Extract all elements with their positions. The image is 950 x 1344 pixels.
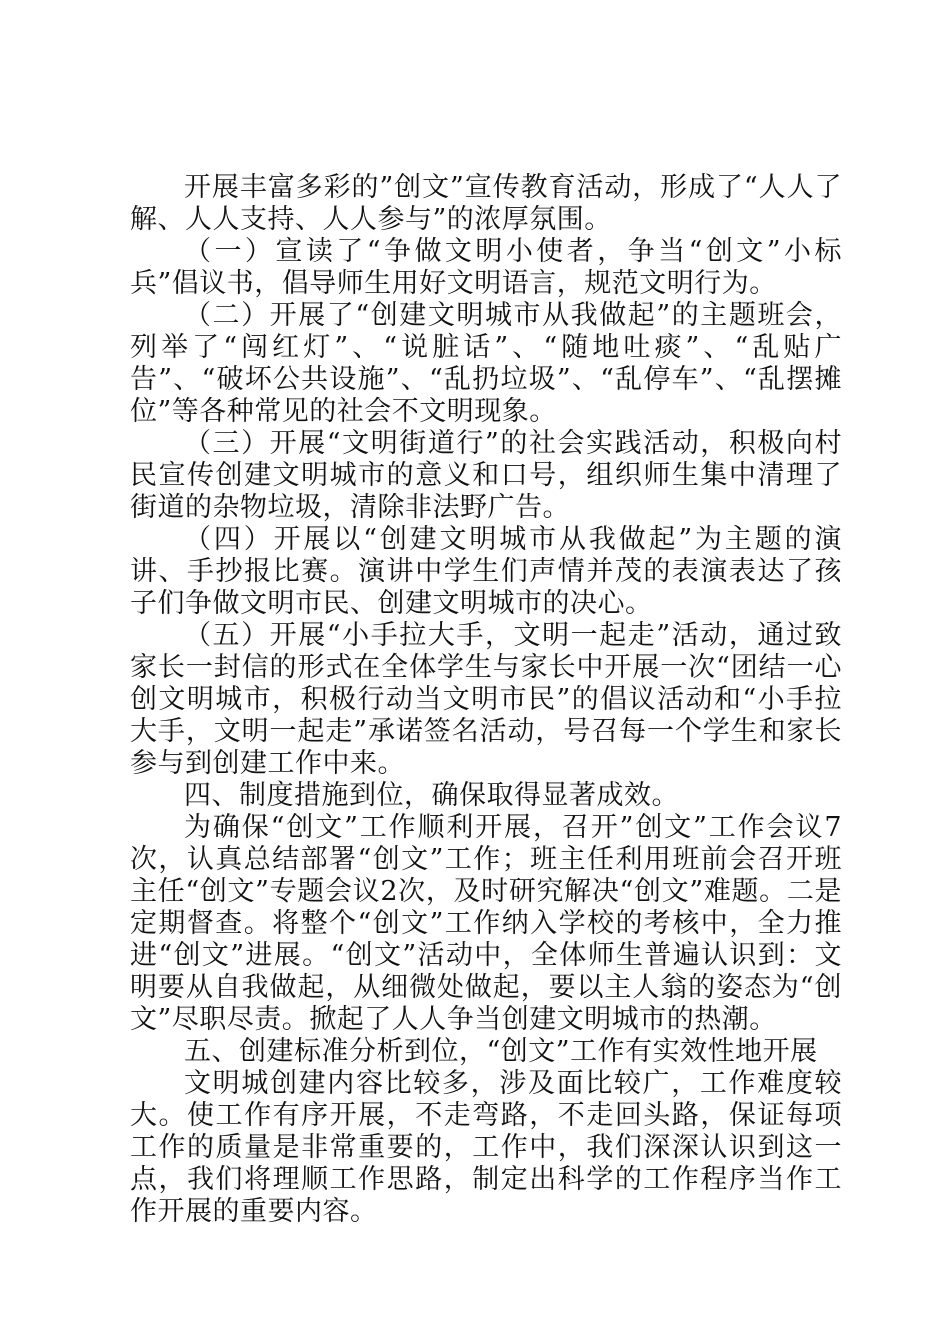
paragraph-item-4: （四）开展以“创建文明城市从我做起”为主题的演讲、手抄报比赛。演讲中学生们声情并茂的表演表达了孩子们争做文明市民、创建文明城市的决心。 (130, 524, 842, 619)
paragraph-section-4-body: 为确保“创文”工作顺利开展，召开”创文”工作会议7次，认真总结部署“创文”工作；班主任利用班前会召开班主任“创文”专题会议2次，及时研究解决“创文”难题。二是定期督查。将整个“创文”工作纳入学校的考核中，全力推进“创文”进展。“创文”活动中，全体师生普遍认识到：文明要从自我做起，从细微处做起，要以主人翁的姿态为“创文”尽职尽责。掀起了人人争当创建文明城市的热潮。 (130, 812, 842, 1035)
section-heading-4: 四、制度措施到位，确保取得显著成效。 (184, 780, 679, 811)
paragraph-item-3: （三）开展“文明街道行”的社会实践活动，积极向村民宣传创建文明城市的意义和口号，组织师生集中清理了街道的杂物垃圾，清除非法野广告。 (130, 428, 842, 523)
paragraph-item-5: （五）开展“小手拉大手，文明一起走”活动，通过致家长一封信的形式在全体学生与家长中开展一次“团结一心创文明城市，积极行动当文明市民”的倡议活动和“小手拉大手，文明一起走”承诺签名活动，号召每一个学生和家长参与到创建工作中来。 (130, 620, 842, 779)
paragraph-intro: 开展丰富多彩的”创文”宣传教育活动，形成了“人人了解、人人支持、人人参与”的浓厚氛围。 (130, 172, 842, 235)
document-body (130, 172, 842, 1228)
section-heading-5: 五、创建标准分析到位，“创文”工作有实效性地开展 (184, 1036, 818, 1067)
paragraph-section-5-body: 文明城创建内容比较多，涉及面比较广，工作难度较大。使工作有序开展，不走弯路，不走回头路，保证每项工作的质量是非常重要的，工作中，我们深深认识到这一点，我们将理顺工作思路，制定出科学的工作程序当作工作开展的重要内容。 (130, 1068, 842, 1227)
paragraph-item-1: （一）宣读了“争做文明小使者，争当“创文”小标兵”倡议书，倡导师生用好文明语言，规范文明行为。 (130, 236, 842, 299)
paragraph-item-2: （二）开展了“创建文明城市从我做起”的主题班会，列举了“闯红灯”、“说脏话”、“随地吐痰”、“乱贴广告”、“破坏公共设施”、“乱扔垃圾”、“乱停车”、“乱摆摊位”等各种常见的社会不文明现象。 (130, 300, 842, 427)
